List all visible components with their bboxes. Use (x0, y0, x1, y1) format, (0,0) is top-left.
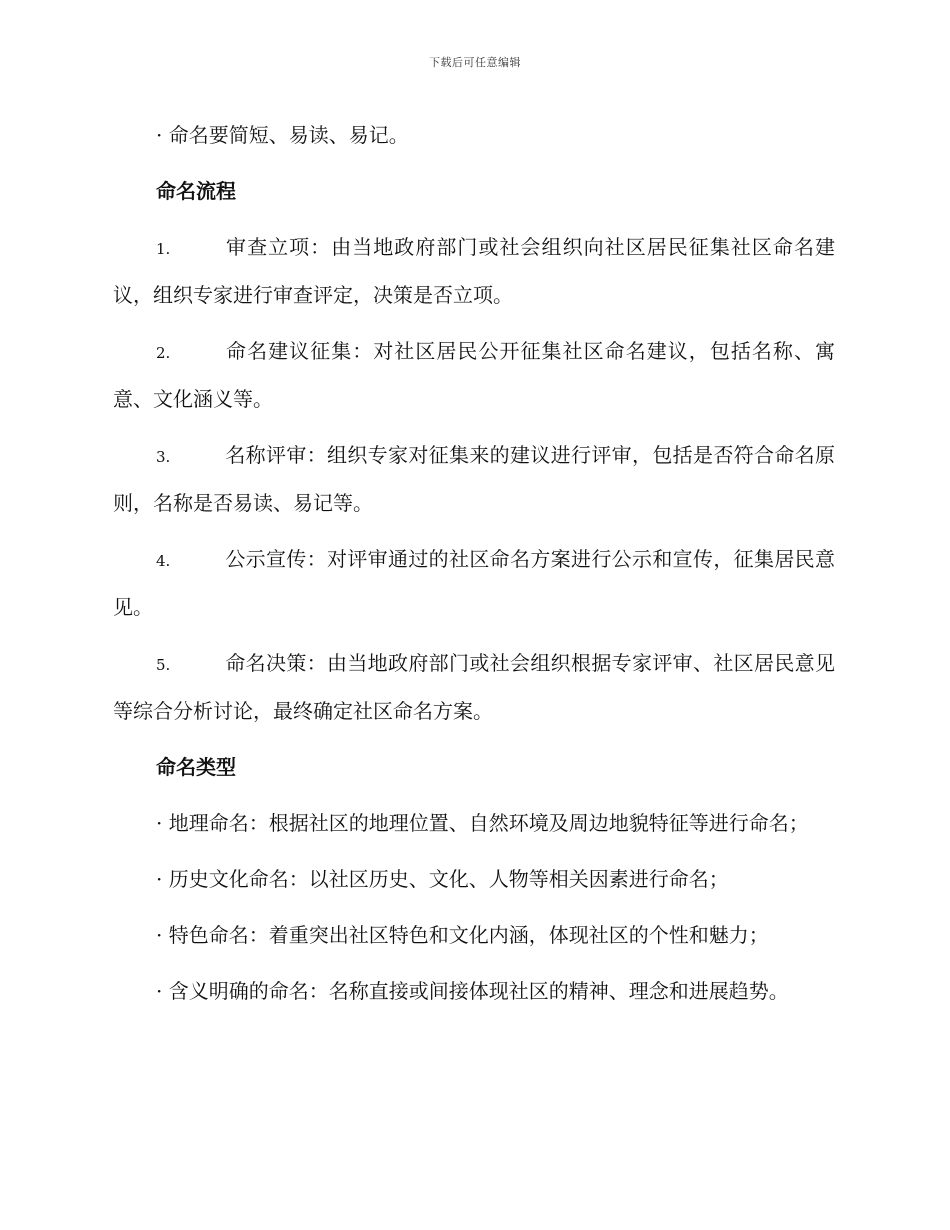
process-item (113, 640, 835, 734)
process-item-number: 2. (156, 344, 171, 362)
types-item: · 特色命名：着重突出社区特色和文化内涵，体现社区的个性和魅力； (156, 923, 769, 947)
process-heading: 命名流程 (156, 179, 236, 203)
process-item-text: 审查立项：由当地政府部门或社会组织向社区居民征集社区命名建议，组织专家进行审查评定，决策是否立项。 (113, 235, 835, 307)
document-body (113, 112, 835, 1024)
process-item-number: 3. (156, 448, 171, 466)
types-heading: 命名类型 (156, 755, 236, 779)
process-item-text: 公示宣传：对评审通过的社区命名方案进行公示和宣传，征集居民意见。 (113, 547, 835, 619)
process-item-text: 命名建议征集：对社区居民公开征集社区命名建议，包括名称、寓意、文化涵义等。 (113, 339, 835, 411)
process-item-number: 4. (156, 552, 171, 570)
process-item-text: 名称评审：组织专家对征集来的建议进行评审，包括是否符合命名原则，名称是否易读、易记等。 (113, 443, 835, 515)
process-item-text: 命名决策：由当地政府部门或社会组织根据专家评审、社区居民意见等综合分析讨论，最终确定社区命名方案。 (113, 651, 835, 723)
types-item: · 历史文化命名：以社区历史、文化、人物等相关因素进行命名； (156, 867, 729, 891)
process-item-number: 1. (156, 240, 171, 258)
process-item (113, 432, 835, 526)
intro-bullet: · 命名要简短、易读、易记。 (156, 123, 409, 147)
process-item (113, 328, 835, 422)
process-item (113, 224, 835, 318)
header-note: 下载后可任意编辑 (429, 56, 521, 69)
process-item-number: 5. (156, 656, 171, 674)
types-item: · 地理命名：根据社区的地理位置、自然环境及周边地貌特征等进行命名； (156, 811, 809, 835)
types-item: · 含义明确的命名：名称直接或间接体现社区的精神、理念和进展趋势。 (156, 979, 789, 1003)
process-item (113, 536, 835, 630)
